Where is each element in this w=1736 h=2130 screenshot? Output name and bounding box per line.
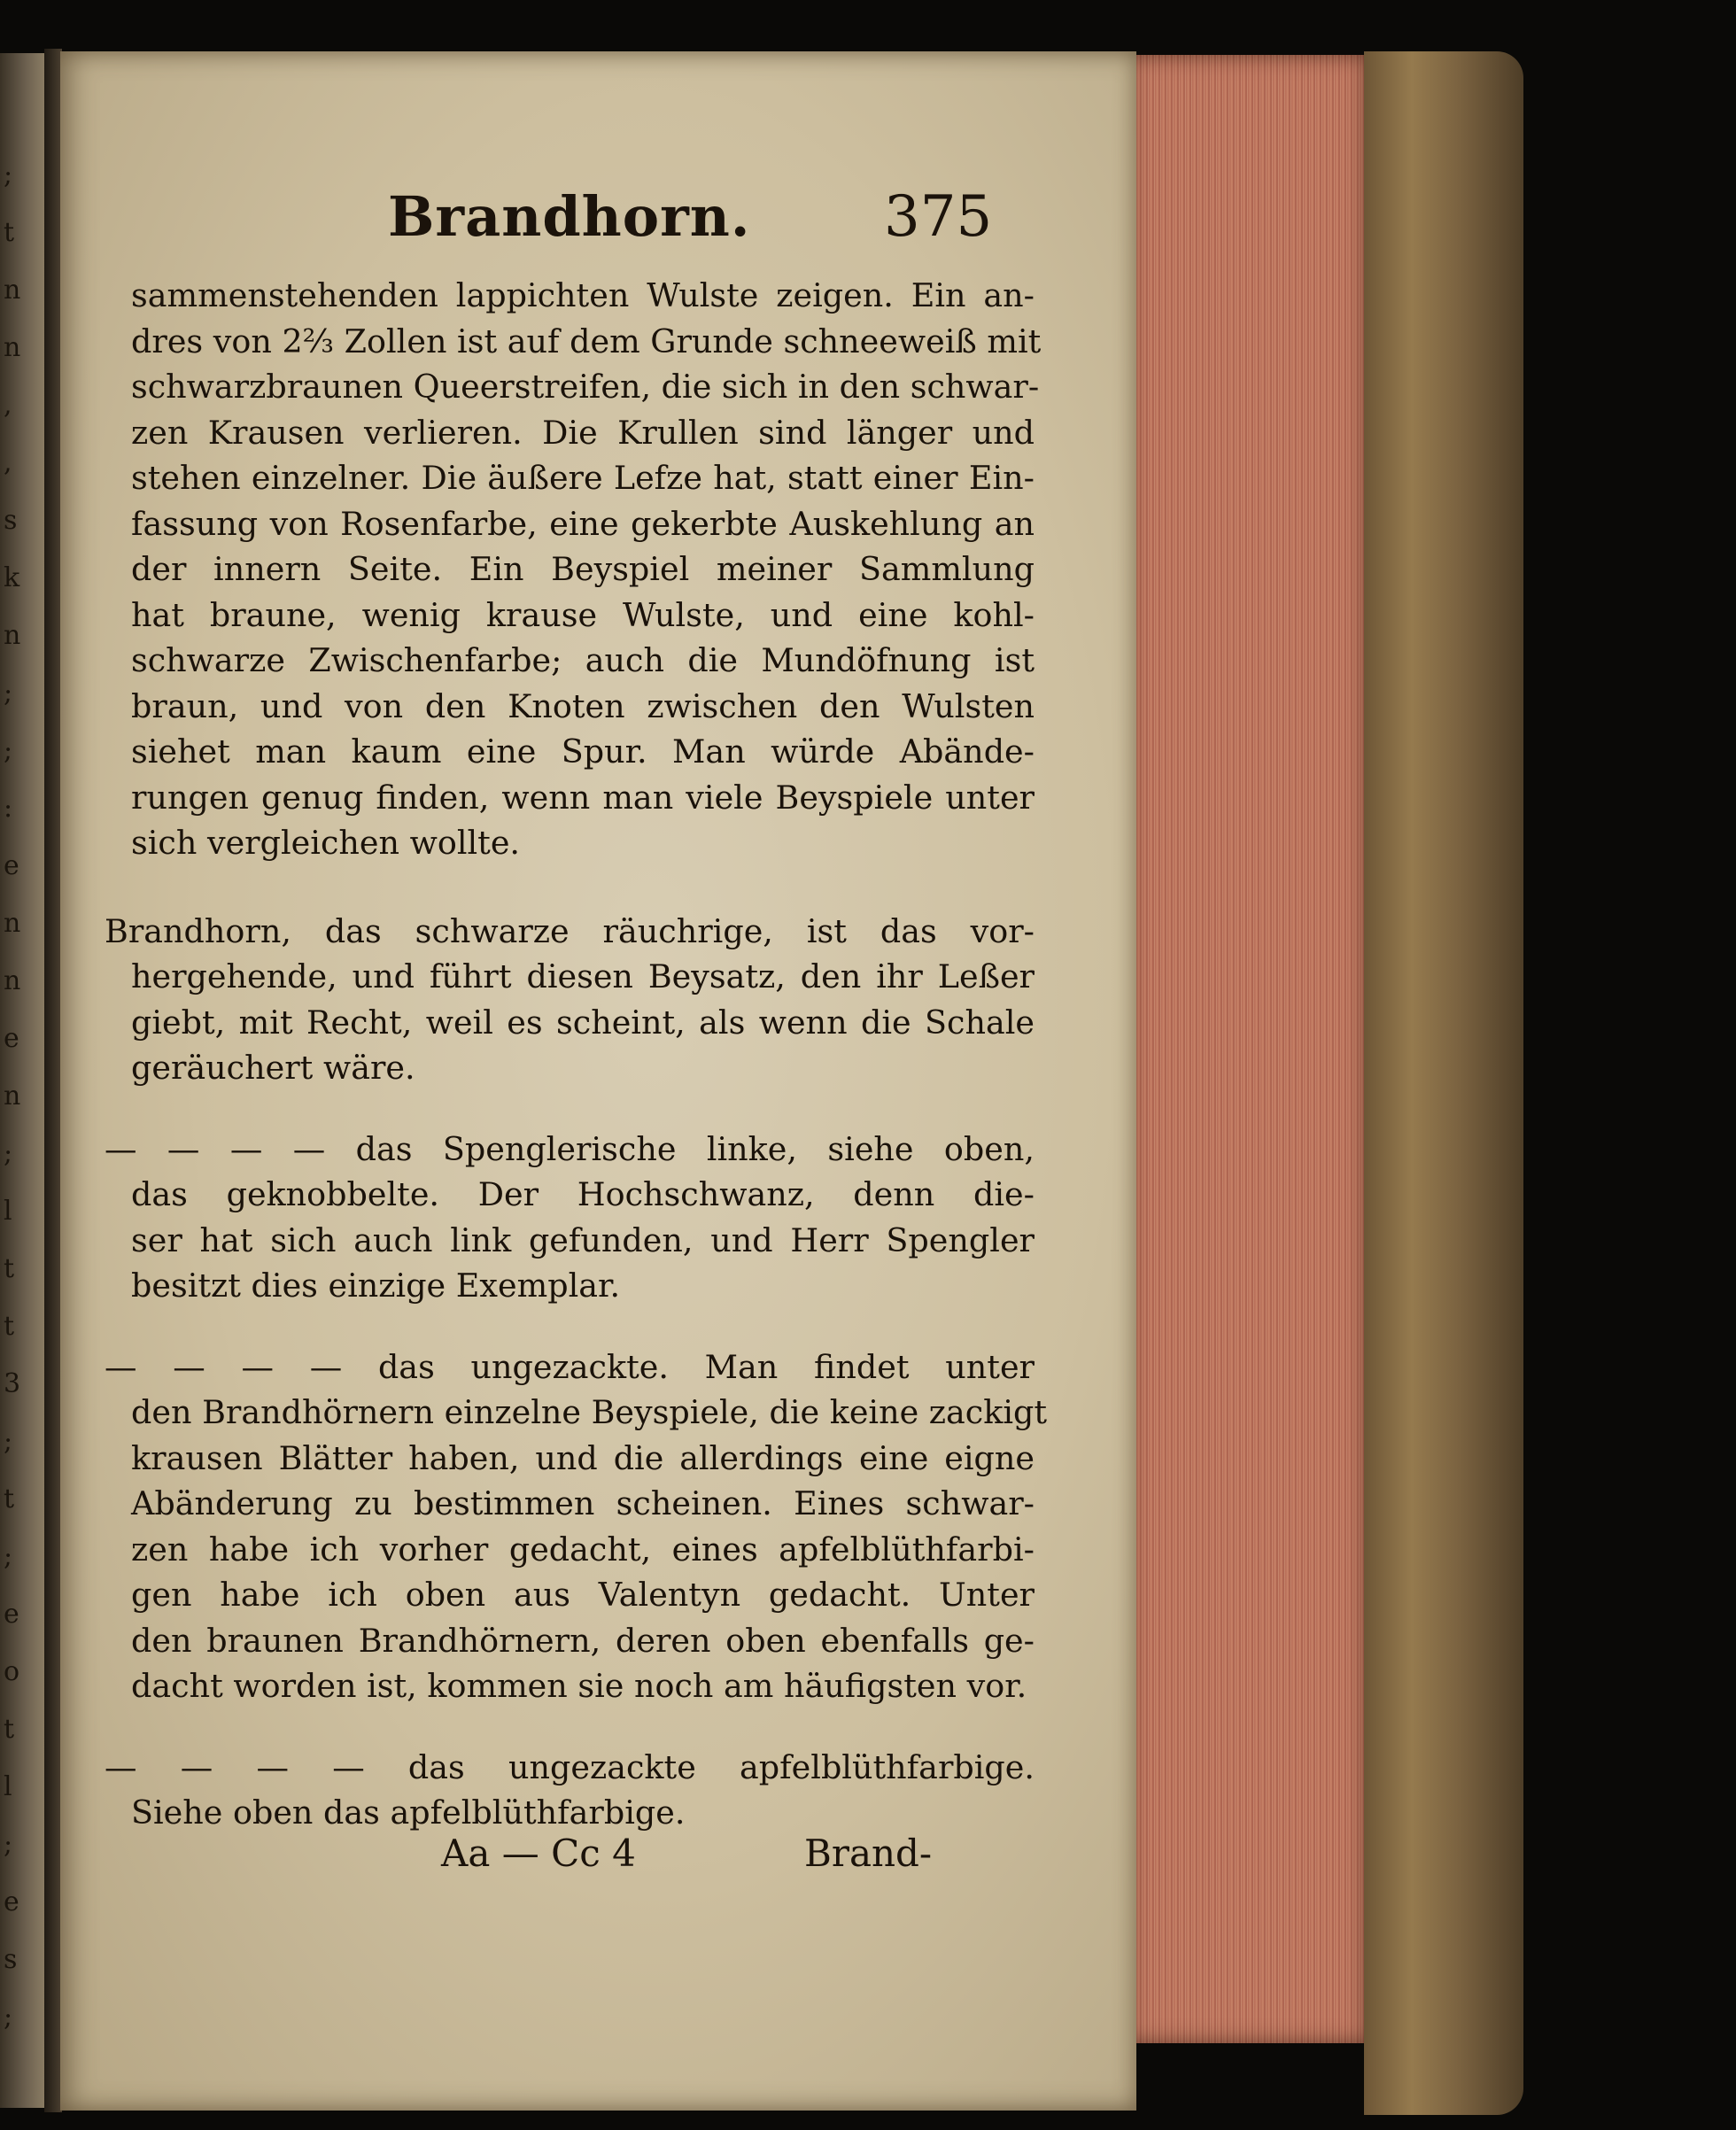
text-line: giebt, mit Recht, weil es scheint, als wenn die Schale bbox=[131, 1003, 1035, 1042]
book-cover-board bbox=[1364, 51, 1523, 2115]
book-gutter bbox=[44, 49, 62, 2112]
facing-page-edge bbox=[0, 53, 44, 2108]
text-line: fassung von Rosenfarbe, eine gekerbte Auskehlung an bbox=[131, 504, 1035, 543]
paragraph-4 bbox=[105, 1344, 1048, 1709]
page-text bbox=[105, 273, 1048, 1836]
margin-letter: e bbox=[4, 1023, 19, 1054]
text-line: ser hat sich auch link gefunden, und Herr Spengler bbox=[131, 1220, 1035, 1259]
text-line: der innern Seite. Ein Beyspiel meiner Sammlung bbox=[131, 550, 1035, 588]
text-line: — — — — das Spenglerische linke, siehe oben, bbox=[105, 1129, 1035, 1168]
margin-letter: e bbox=[4, 1886, 19, 1917]
book-page bbox=[60, 51, 1136, 2111]
text-line: das geknobbelte. Der Hochschwanz, denn die- bbox=[131, 1175, 1035, 1213]
margin-letter: t bbox=[4, 1483, 15, 1514]
page-block-fore-edge bbox=[1136, 55, 1376, 2043]
text-line: — — — — das ungezackte. Man findet unter bbox=[105, 1347, 1035, 1386]
margin-letter: t bbox=[4, 1311, 15, 1342]
text-line: sammenstehenden lappichten Wulste zeigen. Ein an- bbox=[131, 276, 1035, 314]
text-line: schwarzbraunen Queerstreifen, die sich in den schwar- bbox=[131, 368, 1040, 406]
margin-letter: n bbox=[4, 275, 21, 306]
margin-letter: e bbox=[4, 850, 19, 881]
text-line: schwarze Zwischenfarbe; auch die Mundöfnung ist bbox=[131, 641, 1035, 679]
text-line: Abänderung zu bestimmen scheinen. Eines schwar- bbox=[131, 1484, 1035, 1522]
margin-letter: o bbox=[4, 1656, 20, 1687]
text-line: dacht worden ist, kommen sie noch am häufigsten vor. bbox=[131, 1667, 1027, 1705]
margin-letter: ; bbox=[4, 1426, 13, 1457]
margin-letter: k bbox=[4, 562, 20, 593]
paragraph-5 bbox=[105, 1745, 1035, 1836]
margin-letter: ; bbox=[4, 1541, 13, 1572]
page-footer bbox=[60, 1832, 1136, 1885]
paragraph-3 bbox=[105, 1127, 1035, 1309]
text-line: stehen einzelner. Die äußere Lefze hat, statt einer Ein- bbox=[131, 459, 1035, 497]
text-line: hergehende, und führt diesen Beysatz, den ihr Leßer bbox=[131, 957, 1035, 995]
margin-letter: 3 bbox=[4, 1368, 21, 1399]
page-title: Brandhorn. bbox=[388, 184, 751, 249]
margin-letter: , bbox=[4, 447, 12, 478]
margin-letter: s bbox=[4, 1944, 18, 1975]
margin-letter: s bbox=[4, 505, 18, 536]
margin-letter: n bbox=[4, 1080, 21, 1111]
margin-letter: n bbox=[4, 965, 21, 996]
margin-letter: n bbox=[4, 908, 21, 939]
margin-letter: n bbox=[4, 620, 21, 651]
margin-letter: ; bbox=[4, 159, 13, 190]
paragraph-2 bbox=[105, 909, 1035, 1091]
text-line: besitzt dies einzige Exemplar. bbox=[131, 1266, 621, 1305]
margin-letter: t bbox=[4, 1714, 15, 1745]
text-line: zen habe ich vorher gedacht, eines apfelblüthfarbi- bbox=[131, 1530, 1035, 1568]
margin-letter: l bbox=[4, 1771, 12, 1802]
text-line: krausen Blätter haben, und die allerdings eine eigne bbox=[131, 1438, 1035, 1477]
margin-letter: ; bbox=[4, 735, 13, 766]
text-line: geräuchert wäre. bbox=[131, 1049, 415, 1087]
signature-mark: Aa — Cc 4 bbox=[441, 1832, 636, 1875]
margin-letter: , bbox=[4, 390, 12, 421]
page-number: 375 bbox=[884, 184, 993, 250]
text-line: siehet man kaum eine Spur. Man würde Abände- bbox=[131, 732, 1035, 771]
margin-letter: l bbox=[4, 1196, 12, 1227]
margin-letter: t bbox=[4, 1253, 15, 1284]
text-line: den braunen Brandhörnern, deren oben ebenfalls ge- bbox=[131, 1621, 1035, 1660]
paragraph-1 bbox=[105, 273, 1042, 866]
text-line: braun, und von den Knoten zwischen den Wulsten bbox=[131, 686, 1035, 725]
margin-letter: ; bbox=[4, 2002, 13, 2033]
margin-letter: ; bbox=[4, 1829, 13, 1860]
text-line: rungen genug finden, wenn man viele Beyspiele unter bbox=[131, 778, 1035, 817]
facing-page-margin-letters bbox=[0, 53, 21, 2108]
text-line: sich vergleichen wollte. bbox=[131, 824, 521, 862]
running-head bbox=[60, 184, 1136, 255]
margin-letter: ; bbox=[4, 1138, 13, 1169]
text-line: Brandhorn, das schwarze räuchrige, ist das vor- bbox=[105, 911, 1035, 950]
text-line: Siehe oben das apfelblüthfarbige. bbox=[131, 1793, 686, 1832]
text-line: zen Krausen verlieren. Die Krullen sind länger und bbox=[131, 413, 1035, 452]
margin-letter: n bbox=[4, 332, 21, 363]
text-line: hat braune, wenig krause Wulste, und eine kohl- bbox=[131, 595, 1035, 634]
text-line: dres von 2⅔ Zollen ist auf dem Grunde schneeweiß mit bbox=[131, 321, 1042, 360]
margin-letter: ; bbox=[4, 678, 13, 709]
text-line: — — — — das ungezackte apfelblüthfarbige. bbox=[105, 1747, 1035, 1786]
margin-letter: : bbox=[4, 793, 13, 824]
margin-letter: t bbox=[4, 217, 15, 248]
margin-letter: e bbox=[4, 1599, 19, 1630]
text-line: den Brandhörnern einzelne Beyspiele, die keine zackigt bbox=[131, 1393, 1048, 1431]
catchword: Brand- bbox=[804, 1832, 933, 1875]
text-line: gen habe ich oben aus Valentyn gedacht. Unter bbox=[131, 1576, 1035, 1614]
